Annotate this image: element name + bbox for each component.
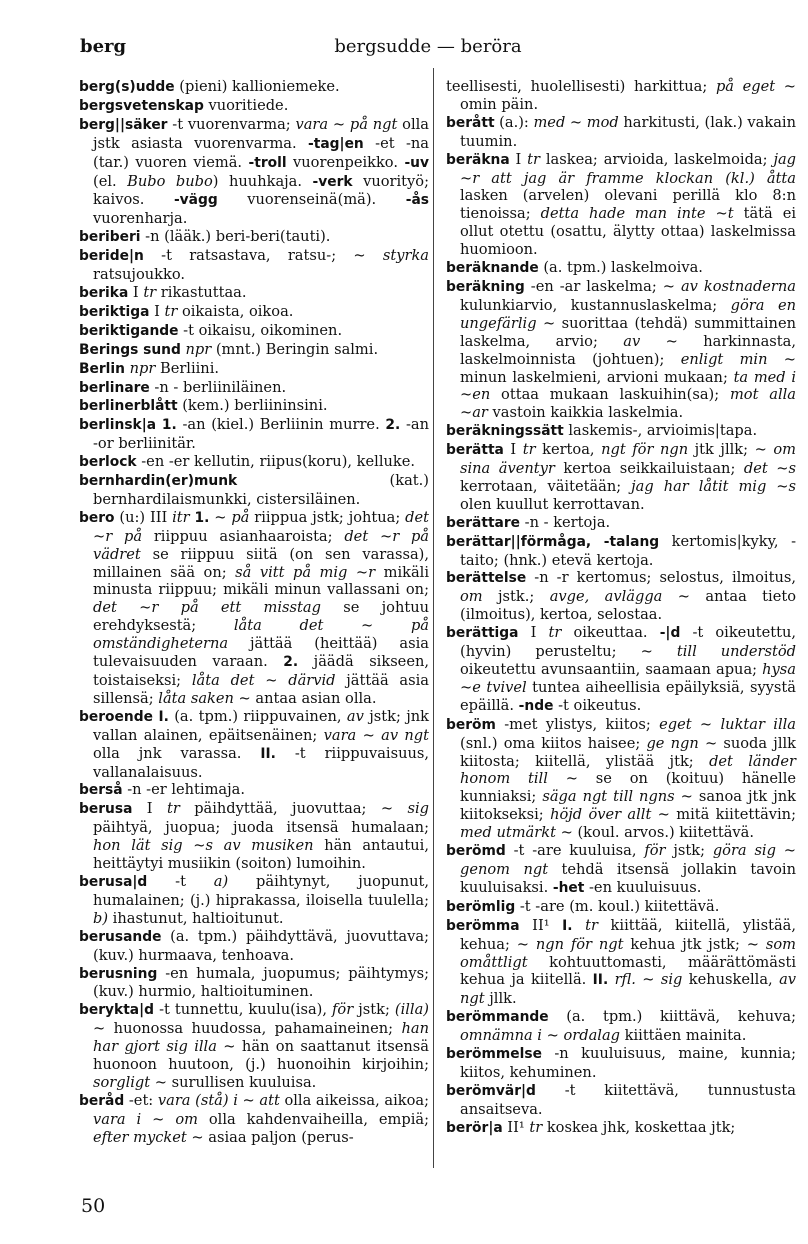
dictionary-entry (79, 284, 429, 303)
dictionary-entry (446, 898, 796, 917)
italic-phrase: efter mycket ~ (93, 1128, 204, 1146)
entry-text: suoda jllk kiitosta; kiitellä, ylistää jtk; (460, 734, 796, 770)
entry-text: minun laskelmieni, arvioni mukaan; (460, 368, 734, 386)
headword: beriktiga (79, 303, 150, 320)
italic-phrase: för (644, 842, 666, 860)
entry-text: se on (koituu) hänelle kunniaksi; (460, 770, 796, 806)
headword: berusning (79, 965, 158, 982)
entry-text (573, 917, 586, 934)
dictionary-entry (446, 259, 796, 278)
dictionary-entry (446, 1119, 796, 1138)
entry-text: I (149, 302, 165, 320)
headword: 2. (385, 417, 401, 434)
italic-phrase: hysa ~e tvivel (460, 661, 796, 696)
entry-text: olla aikeissa, aikoa; (279, 1091, 430, 1109)
italic-phrase: vara ~ på ngt (295, 115, 398, 133)
entry-text: II¹ (502, 1118, 530, 1136)
headword: berömmelse (446, 1046, 542, 1063)
dictionary-entry (446, 514, 796, 533)
dictionary-entry (446, 716, 796, 842)
headword: bernhardin(er)munk (79, 473, 238, 490)
entry-text: -n -er lehtimaja. (122, 781, 245, 799)
headword: Berings sund (79, 341, 181, 358)
entry-text: I (132, 800, 167, 818)
entry-text: -n -r kertomus; selostus, ilmoitus, (526, 569, 796, 587)
headword: bero (79, 509, 115, 526)
headword: berättiga (446, 625, 519, 642)
dictionary-entry (79, 360, 429, 379)
italic-phrase: tr (529, 1118, 543, 1136)
italic-phrase: höjd över allt ~ (550, 806, 670, 824)
entry-text: (a. tpm.) laskelmoiva. (538, 259, 703, 277)
headword: beråd (79, 1092, 125, 1109)
italic-phrase: npr (129, 359, 156, 377)
entry-text: kertoa, (535, 441, 602, 459)
dictionary-entry (79, 1001, 429, 1092)
headword: berömlig (446, 898, 516, 915)
entry-text: huonossa huudossa, pahamaineinen; (105, 1020, 402, 1038)
entry-text: antaa asian olla. (250, 689, 377, 707)
entry-text: jättää (heittää) asia tulevaisuuden varaan. (93, 635, 429, 671)
entry-text: jtk jllk; (688, 441, 755, 459)
headword: beräkna (446, 151, 510, 168)
entry-text: -t (147, 872, 214, 890)
italic-phrase: Bubo bubo (127, 172, 213, 190)
headword: berg||säker (79, 116, 168, 133)
entry-text: riippuu asianhaaroista; (142, 527, 345, 545)
italic-phrase: ~ styrka (353, 247, 429, 265)
entry-text: laskea; arvioida, laskelmoida; (540, 150, 774, 168)
headword: berått (446, 114, 495, 131)
entry-text: -en humala, juopumus; päihtymys; (kuv.) hurmio, haltioituminen. (93, 964, 429, 1001)
dictionary-entry (79, 416, 429, 453)
headword: I. (562, 917, 573, 934)
dictionary-entry (79, 341, 429, 360)
entry-text: laskemis-, arvioimis|tapa. (563, 422, 758, 440)
entry-text: rikastuttaa. (156, 283, 247, 301)
italic-phrase: detta hade man inte ~t (540, 205, 734, 223)
entry-text: kerrotaan, väitetään; (460, 477, 632, 495)
entry-text: antaa tieto (ilmoitus), kertoa, selostaa. (460, 588, 796, 624)
italic-phrase: vara (stå) i ~ att (157, 1091, 280, 1109)
entry-text: -n - kertoja. (520, 513, 611, 531)
italic-phrase: tr (585, 916, 598, 934)
dictionary-entry (79, 397, 429, 416)
entry-text: koskea jhk, koskettaa jtk; (542, 1118, 736, 1136)
headword: berusa|d (79, 873, 148, 890)
italic-phrase: det ~r på ett misstag (93, 599, 321, 617)
italic-phrase: ~ ngn för ngt (516, 935, 624, 953)
dictionary-entry (446, 624, 796, 716)
entry-text: -t -are kuuluisa, (505, 842, 645, 860)
entry-text: -t oikeutettu, (hyvin) perusteltu; (460, 624, 796, 661)
entry-text: -t oikaisu, oikominen. (178, 321, 343, 339)
entry-text: hän on saattanut itsensä huonoon huutoon, (j.) huonoihin kirjoihin; (93, 1038, 429, 1074)
headword: berika (79, 284, 129, 301)
entry-text: olla kahdenvaiheilla, empiä; (197, 1110, 429, 1128)
entry-text: hän antautui, heittäytyi musiikin (soiton) lumoihin. (93, 837, 429, 873)
dictionary-entry (79, 509, 429, 708)
italic-phrase: det länder honom till ~ (460, 752, 796, 788)
entry-text: päihtyä, juopua; juoda itsensä humalaan; (93, 819, 429, 837)
italic-phrase: tr (527, 150, 541, 168)
page-number: 50 (81, 1195, 106, 1217)
italic-phrase: ~ om sina äventyr (460, 441, 796, 478)
entry-text: kulunkiarvio, kustannuslaskelma; (460, 296, 731, 314)
entry-text: se johtuu erehdyksestä; (93, 599, 430, 635)
dictionary-entry (79, 1092, 429, 1147)
entry-text: ratsujoukko. (93, 266, 185, 284)
entry-text: vuorenharja. (93, 210, 188, 228)
italic-phrase: det ~s (743, 460, 796, 478)
italic-phrase: om (460, 588, 483, 606)
italic-phrase: ~ till understöd (640, 643, 797, 661)
dictionary-entry (446, 569, 796, 624)
italic-phrase: tr (143, 283, 157, 301)
entry-text: kehuskella, (682, 971, 780, 989)
italic-phrase: itr (172, 508, 190, 526)
italic-phrase: ~ av kostnaderna (662, 277, 796, 295)
entry-text: jstk; (353, 1001, 395, 1019)
italic-phrase: ta med i ~en (460, 368, 796, 404)
italic-phrase: enligt min ~ (680, 350, 796, 368)
entry-text: -t riippuvaisuus, vallanalaisuus. (93, 744, 429, 781)
headword: bergsvetenskap (79, 97, 204, 114)
entry-text: I (509, 150, 528, 168)
entry-text: päihdyttää, juovuttaa; (179, 800, 381, 818)
headword: berså (79, 782, 123, 799)
headword: beräknande (446, 260, 539, 277)
headword: -het (552, 879, 585, 896)
italic-phrase: vara i ~ om (93, 1110, 198, 1128)
dictionary-entry (79, 303, 429, 322)
italic-phrase: ~ sig (380, 800, 429, 818)
dictionary-entry (79, 928, 429, 965)
dictionary-entry (446, 78, 796, 114)
italic-phrase: ~ som omåttligt (460, 935, 796, 971)
headword: berör|a (446, 1119, 503, 1136)
entry-text: surullisen kuuluisa. (167, 1073, 317, 1091)
italic-phrase: rfl. ~ sig (614, 971, 683, 989)
dictionary-entry (79, 322, 429, 341)
headword: berlinsk|a 1. (79, 417, 177, 434)
italic-phrase: av (346, 707, 364, 725)
italic-phrase: eget ~ luktar illa (659, 715, 797, 733)
entry-text: kiittää, kiitellä, ylistää, kehua; (460, 916, 796, 953)
entry-text: harkitusti, (lak.) vakain tuumin. (460, 113, 796, 150)
dictionary-entry (446, 151, 796, 259)
entry-text: vastoin kaikkia laskelmia. (487, 404, 684, 422)
italic-phrase: jag har låtit mig ~s (631, 477, 796, 495)
entry-text: asiaa paljon (perus- (203, 1128, 354, 1146)
entry-text: oikaista, oikoa. (177, 302, 294, 320)
entry-text: riippua jstk; johtua; (249, 508, 406, 526)
headword: berättelse (446, 570, 527, 587)
italic-phrase: tr (166, 800, 180, 818)
left-column (79, 78, 429, 1147)
entry-text: -n kuuluisuus, maine, kunnia; kiitos, kehuminen. (460, 1045, 796, 1081)
italic-phrase: det ~r på vädret (93, 527, 429, 563)
headword: -nde (518, 697, 554, 714)
italic-phrase: så vitt på mig ~r (235, 563, 376, 581)
italic-phrase: låta det ~ på omständigheterna (93, 617, 429, 653)
italic-phrase: b) (93, 909, 109, 927)
entry-text: kertomis|kyky, -taito; (hnk.) etevä kertoja. (460, 532, 796, 569)
dictionary-entry (446, 1082, 796, 1119)
dictionary-entry (446, 917, 796, 1009)
entry-text: -en -ar laskelma; (524, 277, 663, 295)
dictionary-entry (79, 228, 429, 247)
italic-phrase: ngt för ngn (601, 441, 689, 459)
entry-text: kiittäen mainita. (620, 1027, 747, 1045)
italic-phrase: tr (164, 302, 178, 320)
entry-text: Berliini. (155, 359, 220, 377)
italic-phrase: tr (548, 624, 562, 642)
entry-text: olen kuullut kerrottavan. (460, 495, 645, 513)
entry-text: -et: (124, 1091, 158, 1109)
entry-text: olla jstk asiasta vuorenvarma. (93, 115, 429, 152)
headword: berg(s)udde (79, 79, 175, 95)
entry-text: (kat.) bernhardilaismunkki, cistersiläinen. (93, 472, 429, 508)
italic-phrase: (illa) ~ (93, 1001, 429, 1038)
entry-text: I (503, 441, 523, 459)
entry-text: tuntea aiheellisia epäilyksiä, syystä epäillä. (460, 678, 796, 714)
italic-phrase: omnämna i ~ ordalag (460, 1027, 620, 1045)
entry-text: -t vuorenvarma; (167, 115, 296, 133)
italic-phrase: hon lät sig ~s av musiken (93, 837, 314, 855)
italic-phrase: göra en ungefärlig ~ (460, 296, 796, 332)
dictionary-entry (446, 842, 796, 898)
headword: 1. (194, 509, 210, 526)
entry-text: -et -na (tar.) vuoren viemä. (93, 134, 429, 171)
entry-text: (a. tpm.) riippuvainen, (168, 707, 347, 725)
headword: berykta|d (79, 1002, 155, 1019)
headword: berättar||förmåga, -talang (446, 533, 660, 550)
header-range: bergsudde — beröra (334, 36, 522, 57)
entry-text: -t tunnettu, kuulu(isa), (154, 1001, 333, 1019)
entry-text: (u:) III (114, 508, 173, 526)
headword: berlinare (79, 379, 150, 396)
entry-text: oikeuttaa. (561, 624, 660, 642)
italic-phrase: ge ngn ~ (646, 734, 718, 752)
entry-text: päihtynyt, juopunut, humalainen; (j.) hiprakassa, iloisella tuulella; (93, 872, 429, 909)
dictionary-entry (79, 708, 429, 782)
entry-text: lasken (arvelen) olevani perillä klo 8:n tienoissa; (460, 187, 796, 223)
entry-text: I (518, 624, 549, 642)
headword: berlock (79, 454, 137, 471)
entry-text: oikeutettu avunsaantiin, saamaan apua; (460, 661, 763, 678)
entry-text: jstk; (665, 842, 713, 860)
entry-text: (mnt.) Beringin salmi. (211, 340, 379, 358)
entry-text: vuorenseinä(mä). (217, 191, 406, 209)
entry-text: kertoa seikkailuistaan; (554, 460, 744, 478)
entry-text: -n - berliiniläinen. (149, 378, 287, 396)
entry-text: ottaa mukaan laskuihin(sa); (490, 386, 730, 404)
italic-phrase: låta saken ~ (158, 689, 251, 707)
entry-text: teellisesti, huolellisesti) harkittua; (446, 78, 716, 95)
headword: beräkning (446, 278, 525, 295)
headword: berusande (79, 928, 162, 945)
dictionary-entry (446, 533, 796, 570)
entry-text: jättää asia sillensä; (93, 672, 429, 707)
entry-text: jstk; jnk vallan alainen, epäitsenäinen; (93, 707, 430, 744)
dictionary-entry (79, 78, 429, 97)
entry-text: jllk. (484, 990, 517, 1008)
headword: -vägg (173, 192, 218, 209)
headword: berlinerblått (79, 398, 178, 415)
dictionary-entry (79, 116, 429, 228)
column-divider (433, 68, 434, 1168)
entry-text: ihastunut, haltioitunut. (108, 909, 284, 927)
italic-phrase: jag ~r att jag är framme klockan (kl.) åtta (460, 150, 797, 187)
entry-text: II¹ (519, 916, 563, 934)
headword: -troll (248, 154, 287, 171)
entry-text: (kem.) berliininsini. (177, 397, 328, 415)
entry-text: mikäli minusta riippuu; mikäli minun vallassani on; (93, 563, 429, 599)
italic-phrase: vara ~ av ngt (323, 726, 429, 744)
dictionary-entry (79, 781, 429, 800)
entry-text: -n (lääk.) beri-beri(tauti). (140, 228, 331, 246)
headword: beräkningssätt (446, 423, 564, 440)
entry-text: vuorenpeikko. (286, 153, 405, 171)
entry-text: -t ratsastava, ratsu-; (143, 247, 354, 265)
headword: beröm (446, 716, 496, 733)
headword: berömma (446, 917, 520, 934)
entry-text: (a. tpm.) kiittävä, kehuva; (548, 1008, 796, 1026)
entry-text: (el. (93, 172, 128, 190)
headword: II. (260, 745, 276, 762)
italic-phrase: tr (522, 441, 536, 459)
italic-phrase: låta det ~ därvid (191, 672, 336, 689)
dictionary-entry (446, 441, 796, 514)
dictionary-entry (446, 114, 796, 151)
entry-text: jstk.; (482, 588, 550, 606)
headword: berömvär|d (446, 1082, 536, 1099)
dictionary-entry (446, 422, 796, 441)
headword: berättare (446, 514, 521, 531)
headword: berömd (446, 843, 506, 860)
dictionary-entry (79, 800, 429, 873)
dictionary-entry (79, 453, 429, 472)
entry-text: (koul. arvos.) kiitettävä. (572, 824, 754, 842)
italic-phrase: ~ på (214, 508, 250, 526)
entry-text: -met ylistys, kiitos; (495, 715, 660, 733)
entry-text: harkinnasta, laskelmoinnista (johtuen); (460, 332, 796, 368)
entry-text: -en kuuluisuus. (584, 878, 702, 896)
italic-phrase: av ~ (623, 332, 678, 350)
headword: Berlin (79, 360, 125, 377)
entry-text: vuoritiede. (203, 96, 289, 114)
italic-phrase: av ngt (460, 971, 797, 1008)
entry-text: suorittaa (tehdä) summittainen laskelma, arvio; (460, 314, 796, 350)
headword: -uv (404, 154, 429, 171)
headword: -|d (659, 625, 681, 642)
italic-phrase: med utmärkt ~ (460, 824, 573, 842)
entry-text: jäädä sikseen, toistaiseksi; (93, 653, 429, 689)
entry-text: -t kiitettävä, tunnustusta ansaitseva. (460, 1081, 796, 1118)
entry-text: (a.): (494, 113, 534, 131)
entry-text: se riippuu siitä (on sen varassa), millainen sää on; (93, 545, 429, 581)
entry-text: ) huuhkaja. (212, 172, 313, 190)
dictionary-entry (446, 1045, 796, 1082)
italic-phrase: på eget ~ (715, 78, 797, 95)
dictionary-entry (79, 472, 429, 509)
italic-phrase: npr (185, 340, 212, 358)
italic-phrase: a) (213, 872, 229, 890)
entry-text: sanoa jtk jnk kiitokseksi; (460, 788, 796, 824)
italic-phrase: sorgligt ~ (93, 1073, 168, 1091)
italic-phrase: för (332, 1001, 354, 1019)
right-column (446, 78, 796, 1138)
entry-text: omin päin. (460, 95, 539, 113)
entry-text: tätä ei ollut otettu (osattu, älytty ottaa) laskelmissa huomioon. (460, 205, 797, 259)
entry-text: kohtuuttomasti, määrättömästi kehua ja kiitellä. (460, 953, 796, 989)
headword: II. (592, 972, 609, 989)
entry-text: mitä kiitettävin; (669, 806, 796, 824)
entry-text: -t oikeutus. (553, 696, 642, 714)
italic-phrase: han har gjort sig illa ~ (93, 1020, 429, 1056)
italic-phrase: mot alla ~ar (460, 386, 796, 422)
dictionary-entry (79, 379, 429, 398)
headword: -ås (405, 192, 429, 209)
dictionary-entry (79, 247, 429, 284)
dictionary-entry (79, 965, 429, 1002)
headword: -tag|en (308, 135, 364, 152)
entry-text: -an -or berliinitär. (93, 416, 429, 453)
entry-text: olla jnk varassa. (93, 744, 261, 762)
dictionary-entry (446, 1008, 796, 1045)
entry-text: kehua jtk jstk; (623, 935, 747, 953)
headword: beride|n (79, 248, 144, 265)
entry-text: -en -er kellutin, riipus(koru), kelluke. (136, 453, 416, 471)
entry-text: (pieni) kallioniemeke. (174, 78, 340, 95)
italic-phrase: göra sig ~ genom ngt (460, 842, 796, 878)
italic-phrase: säga ngt till ngns ~ (542, 788, 693, 806)
italic-phrase: med ~ mod (533, 113, 619, 131)
headword: -verk (312, 173, 353, 190)
entry-text: (a. tpm.) päihdyttävä, juovuttava; (kuv.) hurmaava, tenhoava. (93, 927, 429, 964)
headword: berusa (79, 801, 133, 818)
italic-phrase: avge, avlägga ~ (549, 588, 690, 606)
entry-text: I (128, 283, 144, 301)
header-left-headword: berg (80, 36, 127, 57)
headword: berätta (446, 442, 504, 459)
dictionary-entry (79, 97, 429, 116)
entry-text: (snl.) oma kiitos haisee; (460, 734, 647, 752)
headword: 2. (283, 654, 299, 671)
entry-text: -t -are (m. koul.) kiitettävä. (515, 897, 720, 915)
headword: beriberi (79, 229, 141, 246)
running-header (78, 36, 778, 64)
headword: berömmande (446, 1009, 549, 1026)
headword: beroende I. (79, 708, 169, 725)
entry-text: vuorityö; kaivos. (93, 172, 429, 209)
italic-phrase: det ~r på (93, 508, 429, 545)
entry-text: -an (kiel.) Berliinin murre. (176, 416, 386, 434)
entry-text: tehdä itsensä jollakin tavoin kuuluisaksi. (460, 860, 796, 896)
dictionary-entry (446, 278, 796, 422)
headword: beriktigande (79, 322, 179, 339)
dictionary-entry (79, 873, 429, 928)
